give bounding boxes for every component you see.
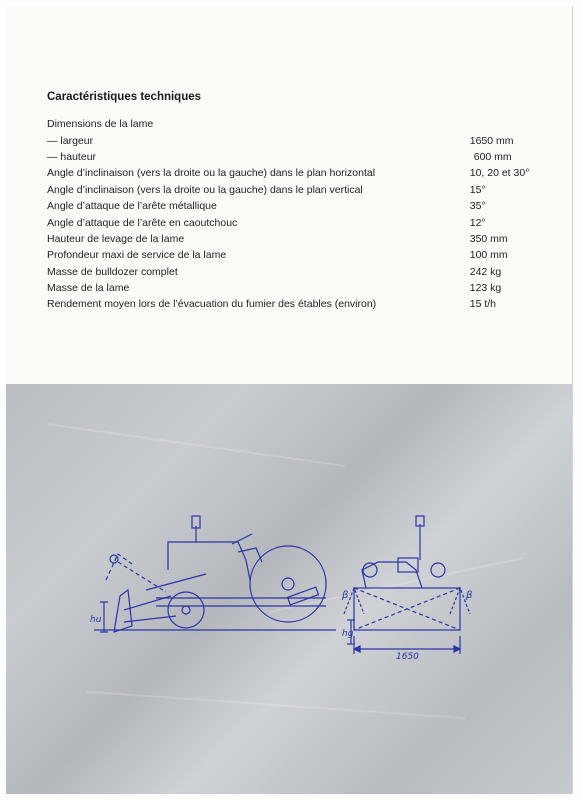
rear-linkage — [288, 587, 319, 605]
rear-wheel — [250, 546, 326, 622]
hu-label: hu — [90, 615, 102, 625]
tractor-front-view — [344, 516, 470, 654]
spec-value: 12° — [469, 216, 486, 229]
steering-column — [232, 534, 252, 544]
spec-row — [47, 149, 547, 165]
spec-row — [47, 296, 547, 312]
spec-value: 10, 20 et 30° — [469, 167, 530, 180]
engine-hood — [168, 542, 250, 580]
spec-label: Profondeur maxi de service de la lame — [47, 249, 227, 262]
spec-value — [462, 116, 547, 132]
width-label: 1650 — [396, 652, 419, 662]
spec-value: 350 mm — [469, 232, 508, 245]
spec-row — [47, 231, 547, 247]
spec-label: Angle d’attaque de l’arête métallique — [47, 200, 217, 213]
spec-label: Angle d’inclinaison (vers la droite ou la gauche) dans le plan vertical — [47, 183, 363, 196]
spec-row — [47, 132, 547, 148]
spec-value: 35° — [469, 200, 486, 213]
spec-label: Hauteur de levage de la lame — [47, 232, 185, 245]
rear-wheel-hub — [282, 578, 294, 590]
spec-row — [47, 214, 547, 230]
spec-value: 15 t/h — [469, 298, 497, 311]
hg-label: hg — [342, 629, 354, 639]
spec-label: Angle d’inclinaison (vers la droite ou la gauche) dans le plan horizontal — [47, 167, 376, 180]
spec-value: 123 kg — [469, 282, 502, 295]
spec-value: 242 kg — [469, 265, 502, 278]
spec-row — [47, 182, 547, 198]
spec-table — [47, 116, 547, 313]
front-wheel-hub — [182, 606, 190, 614]
spec-value: 1650 mm — [469, 134, 514, 147]
spec-label: Masse de bulldozer complet — [47, 265, 178, 278]
spec-row — [47, 116, 547, 132]
width-arrow-right — [454, 646, 460, 652]
spec-label: Angle d’attaque de l’arête en caoutchouc — [47, 216, 238, 229]
beta-label-left: β — [342, 590, 349, 601]
spec-row — [47, 198, 547, 214]
spec-label: Rendement moyen lors de l’évacuation du fumier des étables (environ) — [47, 298, 377, 311]
spec-value: 100 mm — [469, 249, 508, 262]
section-heading: Caractéristiques techniques — [47, 91, 202, 103]
hydraulic-cylinder — [146, 574, 206, 590]
spec-row — [47, 280, 547, 296]
width-arrow-left — [354, 646, 360, 652]
front-wheel-left — [363, 563, 377, 577]
spec-label: — hauteur — [47, 150, 97, 163]
spec-label: Dimensions de la lame — [47, 118, 154, 131]
push-arm — [124, 596, 171, 610]
technical-drawing — [6, 384, 572, 794]
pivot-point — [110, 555, 118, 563]
beta-label-right: β — [466, 590, 473, 601]
diagram-panel — [6, 384, 572, 794]
tractor-body-front — [362, 562, 422, 588]
front-wheel-right — [431, 563, 445, 577]
tractor-side-view — [94, 516, 336, 632]
bulldozer-blade — [114, 590, 132, 632]
spec-value: 600 mm — [473, 150, 512, 163]
lift-path — [118, 562, 166, 592]
spec-label: — largeur — [47, 134, 94, 147]
spec-row — [47, 247, 547, 263]
spec-value: 15° — [469, 183, 486, 196]
spec-row — [47, 165, 547, 181]
spec-label: Masse de la lame — [47, 282, 130, 295]
spec-row — [47, 264, 547, 280]
